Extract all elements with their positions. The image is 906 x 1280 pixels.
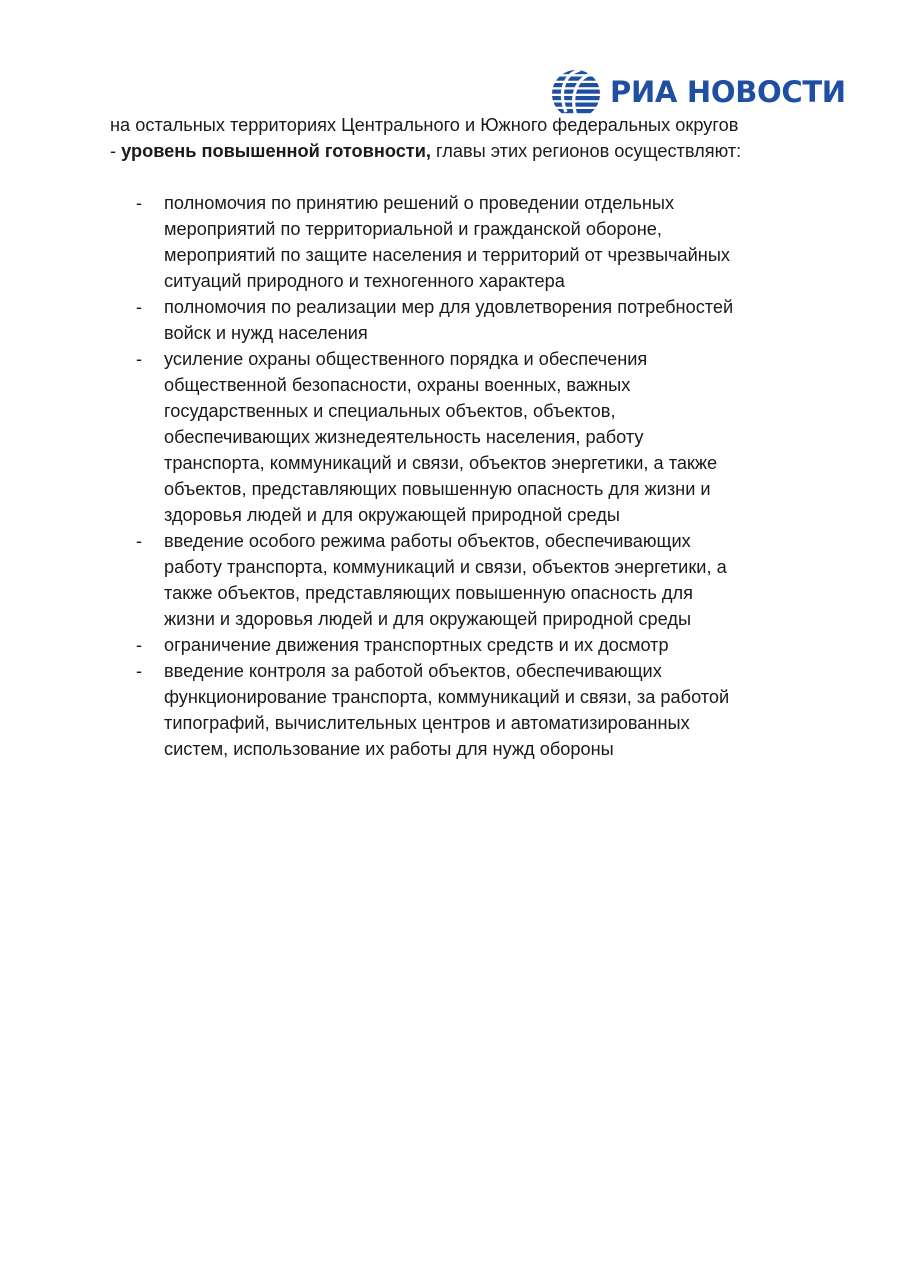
list-item-line: ситуаций природного и техногенного характера [164,271,565,291]
list-item-dash: - [136,661,143,681]
list-item-line: государственных и специальных объектов, объектов, [164,401,616,421]
list-item-line: общественной безопасности, охраны военных, важных [164,375,631,395]
list-item-dash: - [136,297,143,317]
list-item-line: систем, использование их работы для нужд обороны [164,739,614,759]
list-item [110,632,800,658]
list-item [110,658,800,762]
list-item-line: ограничение движения транспортных средств и их досмотр [164,635,669,655]
list-item-dash: - [136,531,143,551]
list-item-line: мероприятий по защите населения и территорий от чрезвычайных [164,245,731,265]
list-item-line: функционирование транспорта, коммуникаций и связи, за работой [164,687,730,707]
intro-rest-text: главы этих регионов осуществляют: [430,141,742,161]
list-item-line: объектов, представляющих повышенную опасность для жизни и [164,479,711,499]
list-item-line: полномочия по принятию решений о проведении отдельных [164,193,675,213]
list-item-line: работу транспорта, коммуникаций и связи, объектов энергетики, а [164,557,727,577]
logo-text: РИА НОВОСТИ [610,75,846,109]
list-item-line: обеспечивающих жизнедеятельность населения, работу [164,427,644,447]
list-item-line: введение контроля за работой объектов, обеспечивающих [164,661,662,681]
list-item-line: усиление охраны общественного порядка и обеспечения [164,349,648,369]
list-item-line: жизни и здоровья людей и для окружающей природной среды [164,609,692,629]
list-item [110,294,800,346]
list-item-line: войск и нужд населения [164,323,368,343]
document-body [110,112,800,762]
intro-prefix: - [110,141,122,161]
list-item-line: введение особого режима работы объектов, обеспечивающих [164,531,691,551]
list-item [110,528,800,632]
list-item-line: здоровья людей и для окружающей природной среды [164,505,620,525]
intro-line-1: на остальных территориях Центрального и Южного федеральных округов [110,115,739,135]
bullet-list [110,190,800,762]
list-item-dash: - [136,635,143,655]
intro-bold-text: уровень повышенной готовности, [121,141,431,161]
list-item-line: полномочия по реализации мер для удовлетворения потребностей [164,297,734,317]
list-item-line: транспорта, коммуникаций и связи, объектов энергетики, а также [164,453,718,473]
list-item-line: также объектов, представляющих повышенную опасность для [164,583,693,603]
list-item [110,190,800,294]
intro-paragraph [110,112,800,164]
list-item-line: типографий, вычислительных центров и автоматизированных [164,713,690,733]
list-item [110,346,800,528]
list-item-line: мероприятий по территориальной и гражданской обороне, [164,219,662,239]
list-item-dash: - [136,349,143,369]
list-item-dash: - [136,193,143,213]
